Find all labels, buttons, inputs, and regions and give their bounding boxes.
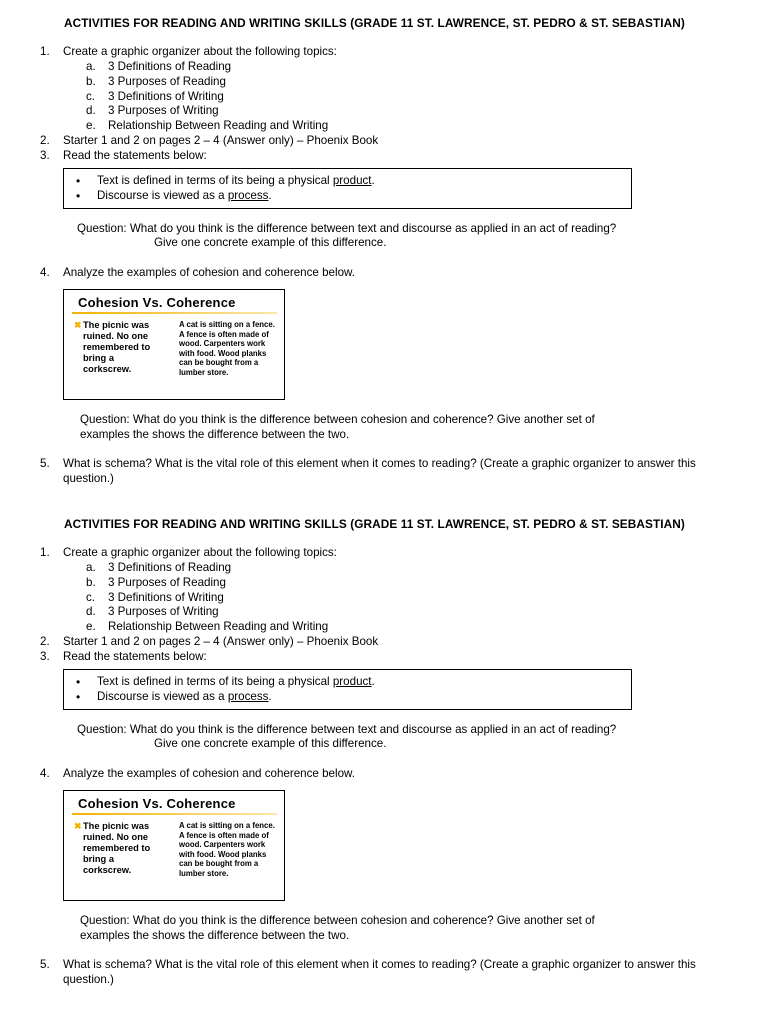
item-4-question-line-2: examples the shows the difference between the two. — [80, 428, 350, 441]
slide-title: Cohesion Vs. Coherence — [78, 295, 236, 310]
statement-bullet: • — [76, 174, 81, 188]
statement-text-product: Text is defined in terms of its being a physical product. — [97, 675, 375, 688]
worksheet-title: ACTIVITIES FOR READING AND WRITING SKILLS (GRADE 11 ST. LAWRENCE, ST. PEDRO & ST. SEBASTIAN) — [64, 16, 685, 30]
slide-divider — [72, 312, 277, 314]
item-1-number: 1. — [40, 45, 50, 58]
item-5-line-2: question.) — [63, 472, 114, 485]
item-2-number: 2. — [40, 635, 50, 648]
sub-d-letter: d. — [86, 104, 96, 117]
item-3-number: 3. — [40, 650, 50, 663]
statements-box — [63, 168, 632, 209]
sub-b-text: 3 Purposes of Reading — [108, 75, 226, 88]
item-4-question-line-1: Question: What do you think is the difference between cohesion and coherence? Give another set of — [80, 413, 595, 426]
sub-a-text: 3 Definitions of Reading — [108, 60, 232, 73]
item-3-question-line-2: Give one concrete example of this difference. — [154, 737, 387, 750]
slide-title: Cohesion Vs. Coherence — [78, 796, 236, 811]
sub-d-text: 3 Purposes of Writing — [108, 104, 219, 117]
sub-c-letter: c. — [86, 591, 96, 604]
item-5-line-2: question.) — [63, 973, 114, 986]
coherence-example: A cat is sitting on a fence. A fence is often made of wood. Carpenters work with food. Wood planks can be bought from a lumber store. — [179, 821, 275, 878]
sub-d-letter: d. — [86, 605, 96, 618]
cohesion-coherence-slide — [63, 790, 285, 901]
slide-bullet-icon: ✖ — [74, 320, 82, 330]
cohesion-coherence-slide — [63, 289, 285, 400]
item-4-question-line-1: Question: What do you think is the difference between cohesion and coherence? Give another set of — [80, 914, 595, 927]
sub-d-text: 3 Purposes of Writing — [108, 605, 219, 618]
item-4-text: Analyze the examples of cohesion and coherence below. — [63, 266, 355, 279]
sub-e-text: Relationship Between Reading and Writing — [108, 620, 329, 633]
item-2-number: 2. — [40, 134, 50, 147]
item-1-text: Create a graphic organizer about the following topics: — [63, 546, 337, 559]
slide-divider — [72, 813, 277, 815]
item-1-text: Create a graphic organizer about the following topics: — [63, 45, 337, 58]
item-3-text: Read the statements below: — [63, 650, 207, 663]
sub-e-letter: e. — [86, 620, 96, 633]
item-3-text: Read the statements below: — [63, 149, 207, 162]
sub-a-text: 3 Definitions of Reading — [108, 561, 232, 574]
sub-b-letter: b. — [86, 75, 96, 88]
sub-e-text: Relationship Between Reading and Writing — [108, 119, 329, 132]
slide-bullet-icon: ✖ — [74, 821, 82, 831]
item-2-text: Starter 1 and 2 on pages 2 – 4 (Answer only) – Phoenix Book — [63, 134, 379, 147]
worksheet-copy-1 — [0, 0, 768, 500]
cohesion-example: The picnic was ruined. No one remembered to bring a corkscrew. — [83, 320, 151, 374]
sub-b-text: 3 Purposes of Reading — [108, 576, 226, 589]
term-process: process — [227, 690, 269, 703]
item-4-number: 4. — [40, 767, 50, 780]
sub-a-letter: a. — [86, 561, 96, 574]
statement-text-process: Discourse is viewed as a process. — [97, 189, 272, 202]
item-5-number: 5. — [40, 958, 50, 971]
statement-bullet: • — [76, 675, 81, 689]
item-5-number: 5. — [40, 457, 50, 470]
item-3-question-line-2: Give one concrete example of this difference. — [154, 236, 387, 249]
sub-a-letter: a. — [86, 60, 96, 73]
item-5-line-1: What is schema? What is the vital role of this element when it comes to reading? (Create a graphic organizer to answer this — [63, 457, 696, 470]
sub-e-letter: e. — [86, 119, 96, 132]
statements-box — [63, 669, 632, 710]
worksheet-title: ACTIVITIES FOR READING AND WRITING SKILLS (GRADE 11 ST. LAWRENCE, ST. PEDRO & ST. SEBASTIAN) — [64, 517, 685, 531]
sub-c-text: 3 Definitions of Writing — [108, 591, 224, 604]
item-4-question-line-2: examples the shows the difference between the two. — [80, 929, 350, 942]
coherence-example: A cat is sitting on a fence. A fence is often made of wood. Carpenters work with food. Wood planks can be bought from a lumber store. — [179, 320, 275, 377]
term-product: product — [332, 675, 372, 688]
term-process: process — [227, 189, 269, 202]
item-3-question-line-1: Question: What do you think is the difference between text and discourse as applied in an act of reading? — [77, 222, 617, 235]
statement-text-process: Discourse is viewed as a process. — [97, 690, 272, 703]
item-4-number: 4. — [40, 266, 50, 279]
worksheet-copy-2 — [0, 501, 768, 1001]
sub-b-letter: b. — [86, 576, 96, 589]
item-5-line-1: What is schema? What is the vital role of this element when it comes to reading? (Create a graphic organizer to answer this — [63, 958, 696, 971]
sub-c-letter: c. — [86, 90, 96, 103]
item-3-number: 3. — [40, 149, 50, 162]
item-1-number: 1. — [40, 546, 50, 559]
sub-c-text: 3 Definitions of Writing — [108, 90, 224, 103]
cohesion-example: The picnic was ruined. No one remembered to bring a corkscrew. — [83, 821, 151, 875]
item-3-question-line-1: Question: What do you think is the difference between text and discourse as applied in an act of reading? — [77, 723, 617, 736]
statement-bullet: • — [76, 690, 81, 704]
item-4-text: Analyze the examples of cohesion and coherence below. — [63, 767, 355, 780]
statement-text-product: Text is defined in terms of its being a physical product. — [97, 174, 375, 187]
item-2-text: Starter 1 and 2 on pages 2 – 4 (Answer only) – Phoenix Book — [63, 635, 379, 648]
statement-bullet: • — [76, 189, 81, 203]
term-product: product — [332, 174, 372, 187]
